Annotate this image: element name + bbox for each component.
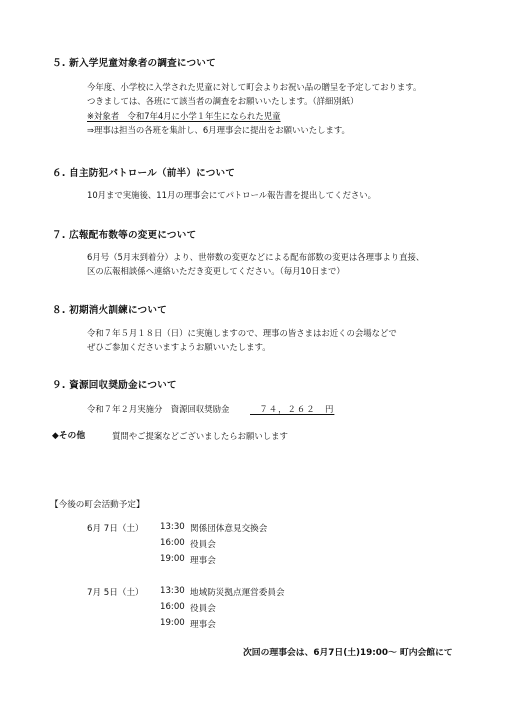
section-9-amount: ７４，２６２ 円: [250, 404, 335, 414]
section-8-line-1: 令和７年５月１８日（日）に実施しますので、理事の皆さまはお近くの会場などで: [87, 328, 397, 338]
schedule-day-2-time-2: 16:00: [160, 602, 185, 612]
section-5-heading: ５. 新入学児童対象者の調査について: [52, 58, 216, 69]
schedule-day-2-event-2: 役員会: [190, 604, 216, 614]
other-label: ◆その他: [52, 431, 86, 441]
section-5-line-1: 今年度、小学校に入学された児童に対して町会よりお祝い品の贈呈を予定しております。: [87, 82, 422, 92]
schedule-day-1-time-3: 19:00: [160, 554, 185, 564]
section-5-line-4: ⇒理事は担当の各班を集計し、6月理事会に提出をお願いいたします。: [87, 125, 350, 135]
schedule-day-1-date: 6月 7日（土）: [87, 524, 144, 534]
schedule-day-2-date: 7月 5日（土）: [87, 588, 144, 598]
schedule-day-1-time-1: 13:30: [160, 522, 185, 532]
section-7-line-2: 区の広報相談係へ連絡いただき変更してください。（毎月10日まで）: [87, 266, 345, 276]
schedule-day-2-time-1: 13:30: [160, 586, 185, 596]
schedule-day-1-time-2: 16:00: [160, 538, 185, 548]
next-meeting-note: 次回の理事会は、6月7日(土)19:00～ 町内会館にて: [243, 648, 453, 658]
schedule-day-1-event-3: 理事会: [190, 556, 216, 566]
section-8-line-2: ぜひご参加くださいますようお願いいたします。: [87, 342, 271, 352]
section-9-heading: ９. 資源回収奨励金について: [52, 380, 177, 391]
schedule-day-2-event-1: 地域防災拠点運営委員会: [190, 588, 285, 598]
schedule-day-1-event-2: 役員会: [190, 540, 216, 550]
section-7-heading: ７. 広報配布数等の変更について: [52, 230, 197, 241]
section-5-line-2: つきましては、各班にて該当者の調査をお願いいたします。（詳細別紙）: [87, 96, 359, 106]
section-6-heading: ６. 自主防犯パトロール（前半）について: [52, 168, 236, 179]
section-8-heading: ８. 初期消火訓練について: [52, 305, 167, 316]
section-6-line-1: 10月まで実施後、11月の理事会にてパトロール報告書を提出してください。: [87, 190, 376, 200]
section-5-target-note: ※対象者 令和7年4月に小学１年生になられた児童: [87, 111, 281, 121]
schedule-day-2-time-3: 19:00: [160, 618, 185, 628]
schedule-day-1-event-1: 関係団体意見交換会: [190, 524, 268, 534]
section-9-label: 令和７年２月実施分 資源回収奨励金: [87, 404, 230, 414]
section-7-line-1: 6月号（5月末到着分）より、世帯数の変更などによる配布部数の変更は各理事より直接、: [87, 252, 425, 262]
other-text: 質問やご提案などございましたらお願いします: [112, 431, 288, 441]
schedule-title: 【今後の町会活動予定】: [50, 500, 145, 510]
schedule-day-2-event-3: 理事会: [190, 620, 216, 630]
